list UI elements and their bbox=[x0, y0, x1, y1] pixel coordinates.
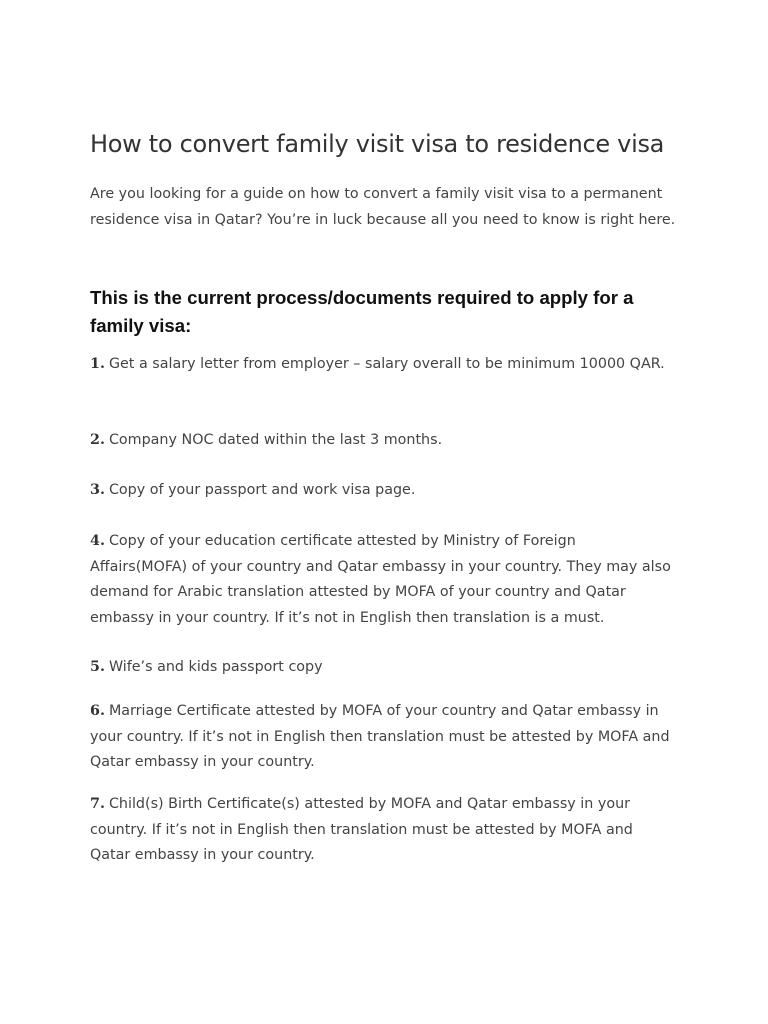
list-item bbox=[90, 478, 674, 504]
list-item bbox=[90, 428, 674, 454]
page-title: How to convert family visit visa to residence visa bbox=[90, 130, 665, 158]
list-item bbox=[90, 529, 674, 631]
list-item bbox=[90, 699, 674, 776]
item-number: 7. bbox=[90, 796, 105, 812]
item-number: 4. bbox=[90, 533, 105, 549]
section-heading: This is the current process/documents required to apply for a family visa: bbox=[90, 287, 634, 336]
item-number: 2. bbox=[90, 432, 105, 448]
item-number: 5. bbox=[90, 659, 105, 675]
item-number: 6. bbox=[90, 703, 105, 719]
item-number: 1. bbox=[90, 356, 105, 372]
item-text: Get a salary letter from employer – salary overall to be minimum 10000 QAR. bbox=[108, 356, 665, 372]
item-text: Company NOC dated within the last 3 months. bbox=[108, 432, 443, 448]
item-number: 3. bbox=[90, 482, 105, 498]
list-item bbox=[90, 352, 674, 378]
list-item bbox=[90, 792, 674, 869]
intro-paragraph: Are you looking for a guide on how to convert a family visit visa to a permanent residence visa in Qatar? You’re in luck because all you need to know is right here. bbox=[90, 186, 676, 228]
item-text: Copy of your passport and work visa page. bbox=[108, 482, 416, 498]
item-text: Child(s) Birth Certificate(s) attested by MOFA and Qatar embassy in your country. If it’s not in English then translation must be attested by MOFA and Qatar embassy in your country. bbox=[90, 796, 633, 863]
item-text: Copy of your education certificate attested by Ministry of Foreign Affairs(MOFA) of your country and Qatar embassy in your country. They may also demand for Arabic translation attested by MOFA of your country and Qatar embassy in your country. If it’s not in English then translation is a must. bbox=[90, 533, 671, 626]
item-text: Marriage Certificate attested by MOFA of your country and Qatar embassy in your country. If it’s not in English then translation must be attested by MOFA and Qatar embassy in your country. bbox=[90, 703, 670, 770]
item-text: Wife’s and kids passport copy bbox=[108, 659, 323, 675]
list-item bbox=[90, 655, 674, 681]
